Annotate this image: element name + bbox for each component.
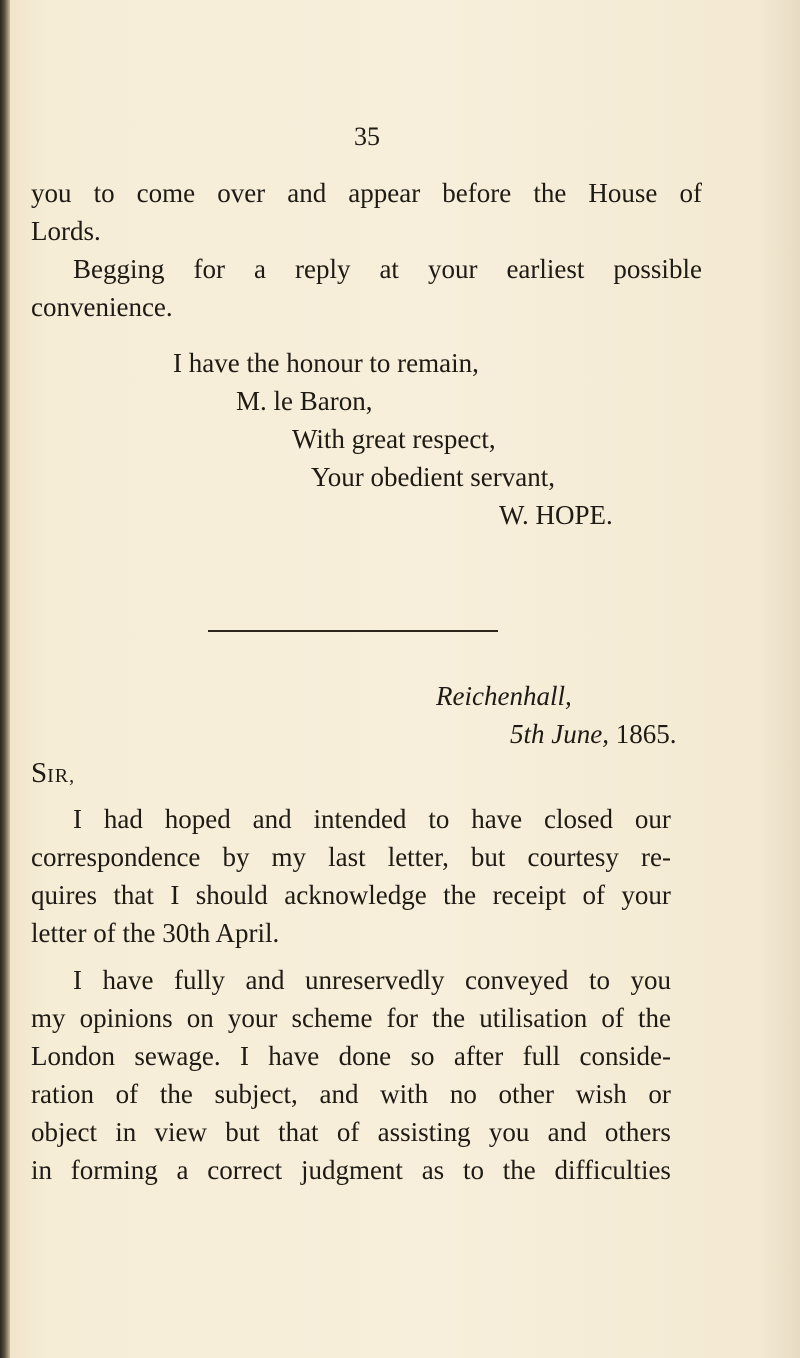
word: wish	[575, 1079, 627, 1109]
word: had	[103, 804, 143, 834]
word: I	[170, 880, 180, 910]
letter-date	[510, 721, 676, 748]
word: conside-	[579, 1041, 671, 1071]
word: letter,	[387, 842, 449, 872]
word: for	[386, 1003, 419, 1033]
word: that	[113, 880, 154, 910]
word: subject,	[214, 1079, 298, 1109]
word: you	[488, 1117, 530, 1147]
word: the	[443, 880, 477, 910]
word: in	[115, 1117, 137, 1147]
word: have	[471, 804, 523, 834]
word: before	[442, 178, 512, 208]
word: I	[73, 965, 82, 995]
word: have	[102, 965, 154, 995]
text-line	[31, 1005, 671, 1032]
word: for	[193, 254, 225, 284]
word: object	[31, 1117, 97, 1147]
text-line	[31, 1119, 671, 1146]
text-line-justified	[31, 1119, 671, 1146]
date-month: June,	[551, 719, 609, 749]
word: that	[278, 1117, 319, 1147]
word: in	[31, 1155, 53, 1185]
page-binding-edge	[0, 0, 10, 1358]
text-line	[31, 882, 671, 909]
word: of	[336, 1117, 360, 1147]
word: over	[217, 178, 266, 208]
word: correspondence	[31, 842, 201, 872]
text-line: convenience.	[31, 292, 173, 322]
word: view	[154, 1117, 208, 1147]
text-line-justified	[31, 1043, 671, 1070]
word: and	[319, 1079, 359, 1109]
word: you	[31, 178, 72, 208]
text-line-justified	[31, 180, 702, 207]
word: the	[432, 1003, 466, 1033]
word: possible	[613, 254, 702, 284]
word: to	[93, 178, 115, 208]
word: others	[604, 1117, 671, 1147]
word: your	[427, 254, 478, 284]
word: assisting	[377, 1117, 471, 1147]
text-line-justified	[73, 256, 702, 283]
text-line: letter of the 30th April.	[31, 918, 280, 948]
word: have	[268, 1041, 320, 1071]
word: the	[637, 1003, 671, 1033]
word: utilisation	[479, 1003, 588, 1033]
word: at	[379, 254, 399, 284]
word: my	[31, 1003, 66, 1033]
word: judgment	[300, 1155, 403, 1185]
word: of	[115, 1079, 139, 1109]
word: or	[648, 1079, 671, 1109]
word: and	[245, 965, 285, 995]
word: hoped	[164, 804, 231, 834]
word: and	[252, 804, 292, 834]
word: other	[498, 1079, 555, 1109]
word: ration	[31, 1079, 94, 1109]
word: by	[222, 842, 250, 872]
word: acknowledge	[284, 880, 427, 910]
word: to	[462, 1155, 484, 1185]
word: scheme	[291, 1003, 373, 1033]
word: and	[547, 1117, 587, 1147]
word: done	[338, 1041, 392, 1071]
word: a	[253, 254, 266, 284]
letter-place: Reichenhall,	[436, 681, 572, 711]
word: on	[186, 1003, 214, 1033]
word: our	[634, 804, 671, 834]
text-line-justified	[73, 967, 671, 994]
word: my	[271, 842, 307, 872]
word: I	[239, 1041, 249, 1071]
word: as	[421, 1155, 445, 1185]
word: House	[588, 178, 658, 208]
word: with	[380, 1079, 429, 1109]
closing-line: Your obedient servant,	[311, 462, 555, 492]
word: come	[136, 178, 196, 208]
word: your	[621, 880, 671, 910]
text-line	[31, 1081, 671, 1108]
word: so	[410, 1041, 435, 1071]
closing-line: M. le Baron,	[236, 386, 373, 416]
signature: W. HOPE.	[499, 500, 613, 530]
closing-line: I have the honour to remain,	[173, 348, 479, 378]
word: fully	[174, 965, 225, 995]
word: of	[679, 178, 702, 208]
text-line-justified	[31, 882, 671, 909]
text-line-justified	[31, 1081, 671, 1108]
word: receipt	[492, 880, 567, 910]
closing-line: With great respect,	[292, 424, 496, 454]
text-line: Lords.	[31, 216, 101, 246]
text-line	[31, 180, 702, 207]
word: correct	[207, 1155, 283, 1185]
text-line	[31, 1043, 671, 1070]
word: reply	[294, 254, 351, 284]
word: the	[502, 1155, 536, 1185]
word: to	[428, 804, 450, 834]
text-line	[73, 967, 671, 994]
word: but	[470, 842, 506, 872]
word: you	[630, 965, 671, 995]
text-line-justified	[31, 1157, 671, 1184]
word: forming	[70, 1155, 158, 1185]
word: sewage.	[134, 1041, 221, 1071]
word: I	[73, 804, 82, 834]
word: courtesy	[527, 842, 619, 872]
word: of	[601, 1003, 624, 1033]
text-line-justified	[31, 844, 671, 871]
word: last	[328, 842, 366, 872]
word: quires	[31, 880, 97, 910]
word: Begging	[73, 254, 165, 284]
word: and	[287, 178, 327, 208]
word: conveyed	[464, 965, 569, 995]
word: the	[159, 1079, 193, 1109]
word: earliest	[506, 254, 585, 284]
text-line	[31, 1157, 671, 1184]
word: a	[176, 1155, 189, 1185]
word: London	[31, 1041, 115, 1071]
date-year: 1865.	[615, 719, 677, 749]
word: to	[588, 965, 610, 995]
word: but	[225, 1117, 260, 1147]
word: no	[449, 1079, 477, 1109]
text-line-justified	[73, 806, 671, 833]
word: of	[582, 880, 605, 910]
word: opinions	[79, 1003, 173, 1033]
section-divider	[208, 630, 498, 632]
word: closed	[544, 804, 614, 834]
word: should	[195, 880, 268, 910]
salutation: SIR,	[31, 757, 76, 789]
date-day: 5th	[510, 719, 545, 749]
word: difficulties	[554, 1155, 671, 1185]
text-line-justified	[31, 1005, 671, 1032]
word: appear	[348, 178, 421, 208]
word: re-	[641, 842, 671, 872]
text-line	[73, 256, 702, 283]
word: the	[533, 178, 567, 208]
word: your	[227, 1003, 278, 1033]
word: full	[522, 1041, 561, 1071]
word: after	[453, 1041, 504, 1071]
page-shadow	[760, 0, 800, 1358]
text-line	[73, 806, 671, 833]
text-line	[31, 844, 671, 871]
page-number: 35	[354, 122, 380, 151]
word: intended	[313, 804, 407, 834]
word: unreservedly	[305, 965, 445, 995]
